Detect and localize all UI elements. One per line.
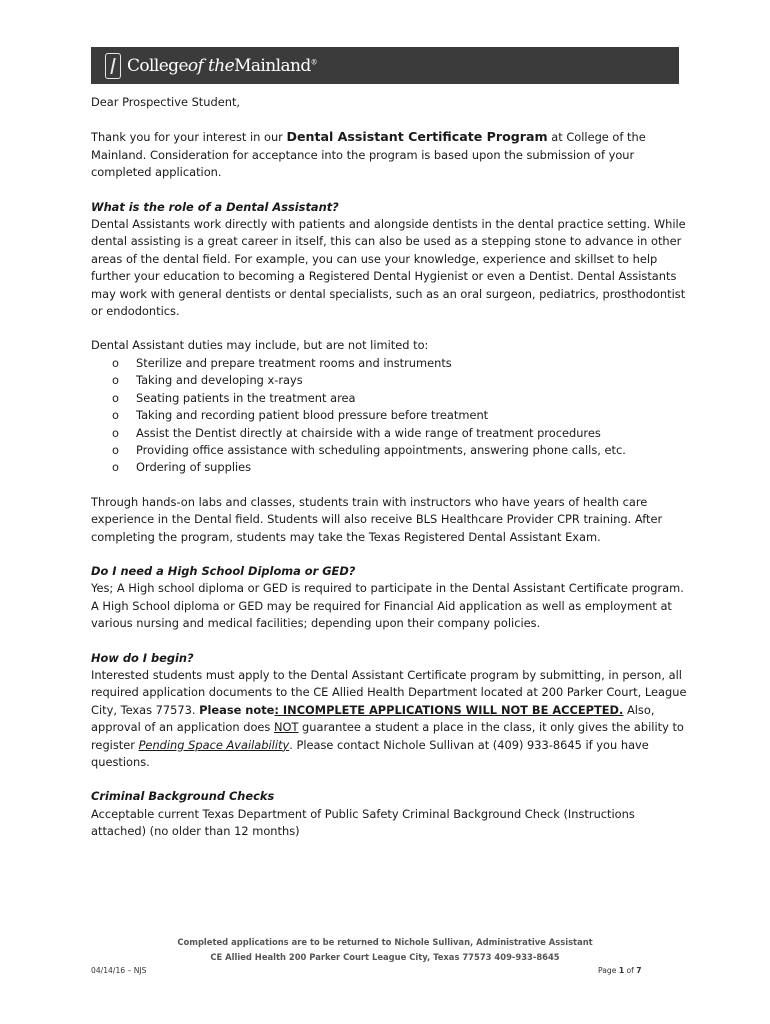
intro-text-b: at College of the Mainland. Consideration for acceptance into the program is based upon the submission of your completed application.	[91, 130, 646, 180]
section-heading-background: Criminal Background Checks	[91, 789, 275, 804]
begin-paragraph	[91, 667, 691, 771]
list-item: o Ordering of supplies	[91, 459, 691, 476]
begin-text-a: Interested students must apply to the Dental Assistant Certificate program by submitting, in person, all required application documents to the CE Allied Health Department located at 200 Parker Court, League City, Texas 77573.	[91, 667, 687, 717]
program-name: Dental Assistant Certificate Program	[286, 129, 548, 145]
section-heading-begin: How do I begin?	[91, 650, 194, 665]
begin-text-b: Also, approval of an application does	[91, 702, 655, 735]
greeting: Dear Prospective Student,	[91, 95, 241, 109]
list-item: o Taking and developing x-rays	[91, 372, 691, 389]
page-number: 1	[618, 966, 625, 975]
page-of: of	[624, 966, 637, 975]
intro-paragraph	[91, 128, 691, 181]
intro-text-a: Thank you for your interest in our	[91, 130, 287, 145]
footer-line-1: Completed applications are to be returned to Nichole Sullivan, Administrative Assistant	[177, 937, 593, 947]
list-item: o Providing office assistance with scheduling appointments, answering phone calls, etc.	[91, 442, 691, 459]
not-emphasis: NOT	[273, 720, 299, 735]
diploma-paragraph: Yes; A High school diploma or GED is required to participate in the Dental Assistant Certificate program. A High School diploma or GED may be required for Financial Aid application as well as employment at various nursing and medical facilities; depending upon their company policies.	[91, 581, 684, 631]
logo-word-mainland: Mainland	[234, 55, 311, 76]
begin-text-c: guarantee a student a place in the class, it only gives the ability to register	[91, 720, 684, 752]
logo-registered-mark: ®	[310, 57, 318, 66]
duties-intro: Dental Assistant duties may include, but are not limited to:	[91, 338, 429, 353]
background-paragraph: Acceptable current Texas Department of Public Safety Criminal Background Check (Instructions attached) (no older than 12 months)	[91, 806, 635, 839]
letter-body	[91, 94, 691, 841]
list-item: o Taking and recording patient blood pressure before treatment	[91, 407, 691, 424]
page-total: 7	[636, 966, 642, 975]
section-heading-role: What is the role of a Dental Assistant?	[91, 199, 339, 214]
please-note-label: Please note	[199, 702, 275, 717]
page-prefix: Page	[598, 966, 619, 975]
training-paragraph: Through hands-on labs and classes, students train with instructors who have years of health care experience in the Dental field. Students will also receive BLS Healthcare Provider CPR training. After completing the program, students may take the Texas Registered Dental Assistant Exam.	[91, 494, 663, 544]
role-paragraph: Dental Assistants work directly with patients and alongside dentists in the dental practice setting. While dental assisting is a great career in itself, this can also be used as a stepping stone to advance in other areas of the dental field. For example, you can use your knowledge, experience and skillset to help further your education to becoming a Registered Dental Hygienist or even a Dentist. Dental Assistants may work with general dentists or dental specialists, such as an oral surgeon, pediatrics, prosthodontist or endodontics.	[91, 217, 686, 319]
duties-list	[91, 355, 691, 477]
page-indicator	[598, 966, 642, 975]
logo-word-of-the: of the	[187, 55, 235, 76]
begin-text-d: . Please contact Nichole Sullivan at (409) 933-8645 if you have questions.	[91, 737, 649, 769]
college-logo-text	[127, 56, 317, 76]
footer-line-2: CE Allied Health 200 Parker Court League City, Texas 77573 409-933-8645	[210, 952, 560, 962]
list-item: o Sterilize and prepare treatment rooms and instruments	[91, 355, 691, 372]
college-logo-icon	[105, 53, 121, 79]
header-banner	[91, 47, 679, 84]
list-item: o Seating patients in the treatment area	[91, 390, 691, 407]
list-item: o Assist the Dentist directly at chairside with a wide range of treatment procedures	[91, 425, 691, 442]
logo-word-college: College	[127, 55, 188, 76]
incomplete-warning: : INCOMPLETE APPLICATIONS WILL NOT BE ACCEPTED.	[274, 702, 624, 717]
date-code: 04/14/16 – NJS	[91, 966, 147, 975]
section-heading-diploma: Do I need a High School Diploma or GED?	[91, 563, 356, 578]
pending-space-availability: Pending Space Availability	[138, 737, 290, 752]
